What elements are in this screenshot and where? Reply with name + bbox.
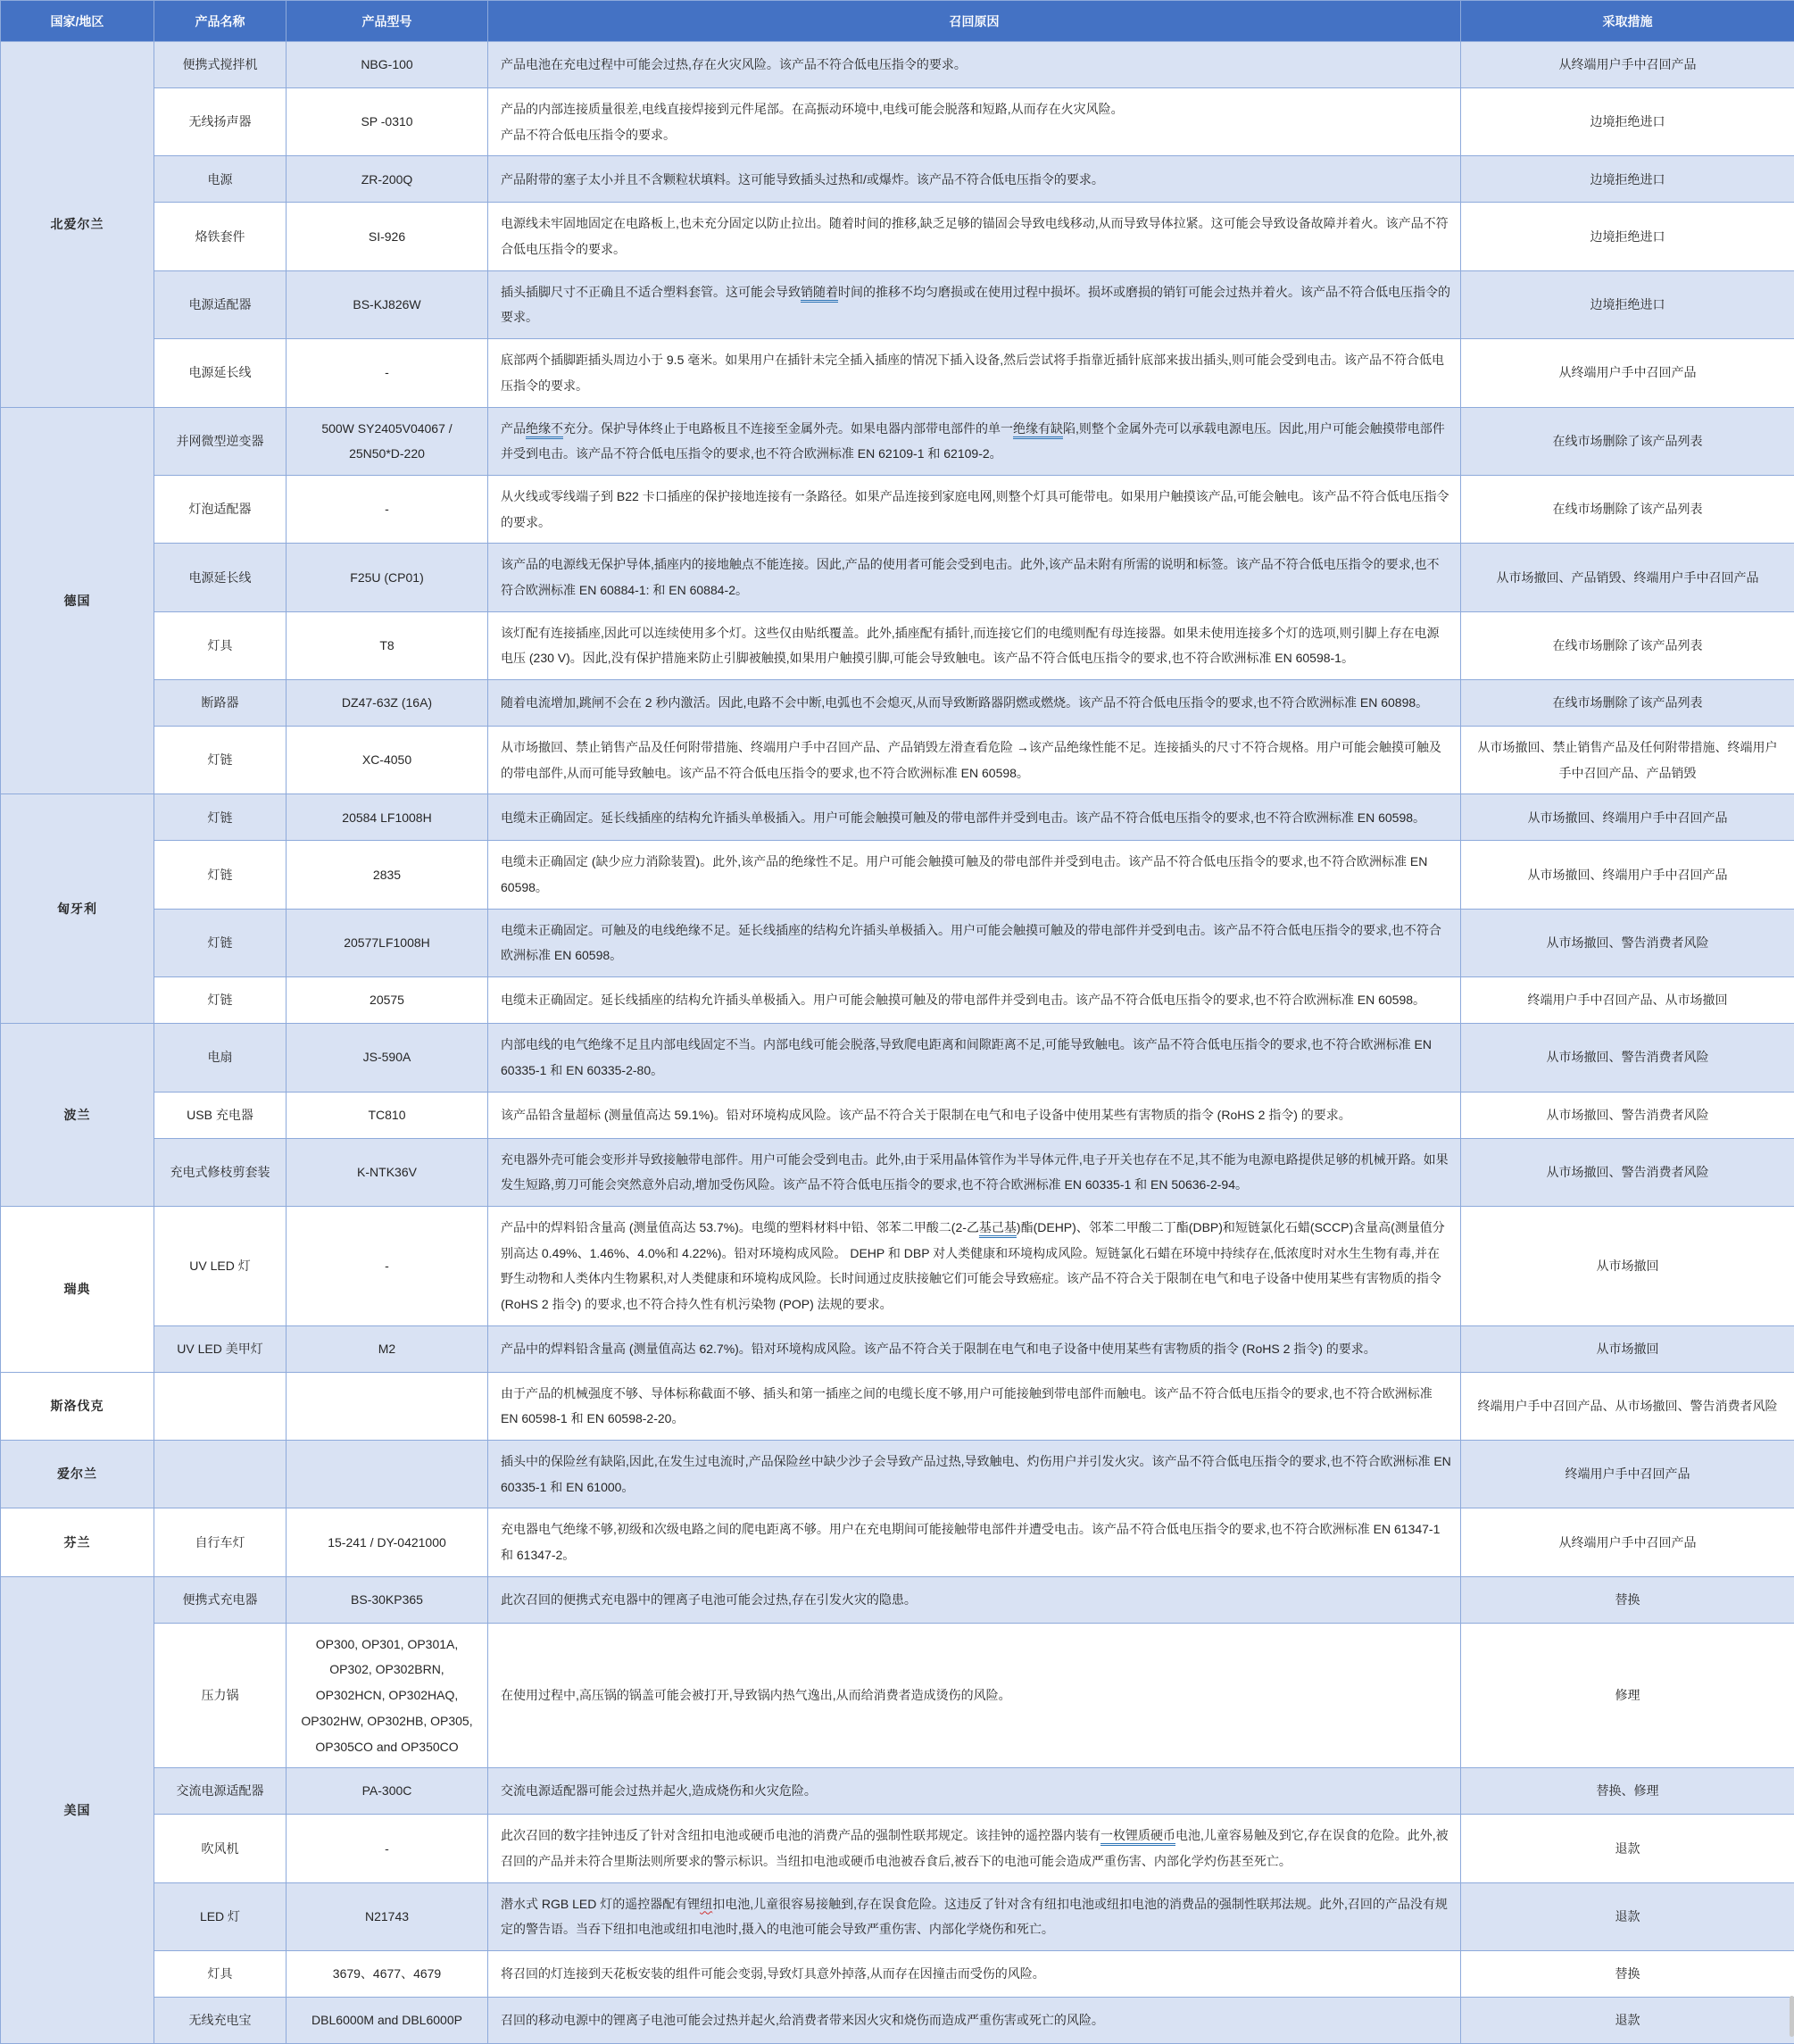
cell-recall-reason: 插头中的保险丝有缺陷,因此,在发生过电流时,产品保险丝中缺少沙子会导致产品过热,导致触电、灼伤用户并引发火灾。该产品不符合低电压指令的要求,也不符合欧洲标准 EN 60335-1 和 EN 61000。 <box>488 1441 1461 1508</box>
cell-product-name: 电源 <box>154 156 287 203</box>
table-row <box>1 270 1794 338</box>
cell-product-model: DBL6000M and DBL6000P <box>287 1997 488 2043</box>
cell-product-name: 灯泡适配器 <box>154 475 287 543</box>
cell-product-name: 断路器 <box>154 680 287 727</box>
table-row <box>1 544 1794 611</box>
cell-recall-reason: 交流电源适配器可能会过热并起火,造成烧伤和火灾危险。 <box>488 1768 1461 1815</box>
cell-product-model <box>287 1441 488 1508</box>
cell-country: 北爱尔兰 <box>1 42 154 408</box>
cell-product-name: 电源延长线 <box>154 339 287 407</box>
cell-recall-reason: 该产品铅含量超标 (测量值高达 59.1%)。铅对环境构成风险。该产品不符合关于限制在电气和电子设备中使用某些有害物质的指令 (RoHS 2 指令) 的要求。 <box>488 1092 1461 1138</box>
cell-action: 边境拒绝进口 <box>1461 270 1794 338</box>
cell-action: 替换 <box>1461 1950 1794 1997</box>
cell-product-name: 灯具 <box>154 1950 287 1997</box>
cell-recall-reason: 电源线未牢固地固定在电路板上,也未充分固定以防止拉出。随着时间的推移,缺乏足够的锚固会导致电线移动,从而导致导体拉紧。这可能会导致设备故障并着火。该产品不符合低电压指令的要求。 <box>488 203 1461 270</box>
cell-product-model: - <box>287 475 488 543</box>
table-row <box>1 727 1794 794</box>
cell-product-name: 无线充电宝 <box>154 1997 287 2043</box>
cell-product-model: BS-30KP365 <box>287 1576 488 1623</box>
table-row <box>1 1508 1794 1576</box>
cell-product-model: SP -0310 <box>287 88 488 156</box>
cell-recall-reason: 内部电线的电气绝缘不足且内部电线固定不当。内部电线可能会脱落,导致爬电距离和间隙距离不足,可能导致触电。该产品不符合低电压指令的要求,也不符合欧洲标准 EN 60335-1 和 EN 60335-2-80。 <box>488 1024 1461 1092</box>
cell-product-model: 15-241 / DY-0421000 <box>287 1508 488 1576</box>
table-body <box>1 42 1794 2044</box>
cell-action: 在线市场删除了该产品列表 <box>1461 475 1794 543</box>
cell-recall-reason: 电缆未正确固定。延长线插座的结构允许插头单极插入。用户可能会触摸可触及的带电部件并受到电击。该产品不符合低电压指令的要求,也不符合欧洲标准 EN 60598。 <box>488 977 1461 1024</box>
table-row <box>1 407 1794 475</box>
cell-action: 边境拒绝进口 <box>1461 88 1794 156</box>
cell-action: 在线市场删除了该产品列表 <box>1461 407 1794 475</box>
cell-action: 修理 <box>1461 1623 1794 1767</box>
cell-recall-reason: 电缆未正确固定 (缺少应力消除装置)。此外,该产品的绝缘性不足。用户可能会触摸可触及的带电部件并受到电击。该产品不符合低电压指令的要求,也不符合欧洲标准 EN 60598。 <box>488 841 1461 909</box>
cell-action: 替换 <box>1461 1576 1794 1623</box>
cell-action: 从终端用户手中召回产品 <box>1461 339 1794 407</box>
cell-country: 匈牙利 <box>1 794 154 1024</box>
cell-recall-reason: 产品电池在充电过程中可能会过热,存在火灾风险。该产品不符合低电压指令的要求。 <box>488 42 1461 88</box>
cell-product-model: T8 <box>287 611 488 679</box>
cell-action: 从市场撤回、禁止销售产品及任何附带措施、终端用户手中召回产品、产品销毁 <box>1461 727 1794 794</box>
table-row <box>1 1206 1794 1325</box>
cell-product-name: 便携式充电器 <box>154 1576 287 1623</box>
cell-product-name: UV LED 美甲灯 <box>154 1325 287 1372</box>
cell-recall-reason: 产品中的焊料铅含量高 (测量值高达 62.7%)。铅对环境构成风险。该产品不符合关于限制在电气和电子设备中使用某些有害物质的指令 (RoHS 2 指令) 的要求。 <box>488 1325 1461 1372</box>
cell-action: 在线市场删除了该产品列表 <box>1461 611 1794 679</box>
table-row <box>1 841 1794 909</box>
grammar-mark: 基己基 <box>979 1220 1017 1234</box>
cell-product-name: UV LED 灯 <box>154 1206 287 1325</box>
cell-product-name: 电源延长线 <box>154 544 287 611</box>
cell-product-name: 灯具 <box>154 611 287 679</box>
cell-product-name: 灯链 <box>154 727 287 794</box>
table-row <box>1 1950 1794 1997</box>
col-header-product-model: 产品型号 <box>287 1 488 42</box>
cell-product-name: 便携式搅拌机 <box>154 42 287 88</box>
cell-action: 从终端用户手中召回产品 <box>1461 42 1794 88</box>
table-row <box>1 1768 1794 1815</box>
col-header-product-name: 产品名称 <box>154 1 287 42</box>
cell-product-model: TC810 <box>287 1092 488 1138</box>
cell-action: 从市场撤回、警告消费者风险 <box>1461 909 1794 976</box>
grammar-mark: 销随着 <box>801 285 838 299</box>
cell-action: 从市场撤回、产品销毁、终端用户手中召回产品 <box>1461 544 1794 611</box>
table-row <box>1 42 1794 88</box>
cell-recall-reason: 电缆未正确固定。可触及的电线绝缘不足。延长线插座的结构允许插头单极插入。用户可能会触摸可触及的带电部件并受到电击。该产品不符合低电压指令的要求,也不符合欧洲标准 EN 60598。 <box>488 909 1461 976</box>
col-header-recall-reason: 召回原因 <box>488 1 1461 42</box>
cell-action: 从终端用户手中召回产品 <box>1461 1508 1794 1576</box>
cell-recall-reason: 充电器外壳可能会变形并导致接触带电部件。用户可能会受到电击。此外,由于采用晶体管作为半导体元件,电子开关也存在不足,其不能为电源电路提供足够的机械开路。如果发生短路,剪刀可能会突然意外启动,增加受伤风险。该产品不符合低电压指令的要求,也不符合欧洲标准 EN 60335-1 和 EN 50636-2-94。 <box>488 1138 1461 1206</box>
cell-recall-reason: 潜水式 RGB LED 灯的遥控器配有锂纽扣电池,儿童很容易接触到,存在误食危险。这违反了针对含有纽扣电池或纽扣电池的消费品的强制性联邦法规。此外,召回的产品没有规定的警告语。当吞下纽扣电池或纽扣电池时,摄入的电池可能会导致严重伤害、内部化学烧伤和死亡。 <box>488 1882 1461 1950</box>
cell-product-model: DZ47-63Z (16A) <box>287 680 488 727</box>
grammar-mark: 一枚锂质硬币 <box>1100 1828 1175 1842</box>
cell-country: 爱尔兰 <box>1 1441 154 1508</box>
table-row <box>1 1623 1794 1767</box>
cell-product-name: 无线扬声器 <box>154 88 287 156</box>
cell-product-model: OP300, OP301, OP301A, OP302, OP302BRN, OP302HCN, OP302HAQ, OP302HW, OP302HB, OP305, OP305CO and OP350CO <box>287 1623 488 1767</box>
cell-recall-reason: 由于产品的机械强度不够、导体标称截面不够、插头和第一插座之间的电缆长度不够,用户可能接触到带电部件而触电。该产品不符合低电压指令的要求,也不符合欧洲标准 EN 60598-1 和 EN 60598-2-20。 <box>488 1372 1461 1440</box>
cell-recall-reason: 产品绝缘不充分。保护导体终止于电路板且不连接至金属外壳。如果电器内部带电部件的单一绝缘有缺陷,则整个金属外壳可以承载电源电压。因此,用户可能会触摸带电部件并受到电击。该产品不符合低电压指令的要求,也不符合欧洲标准 EN 62109-1 和 62109-2。 <box>488 407 1461 475</box>
cell-product-model: F25U (CP01) <box>287 544 488 611</box>
cell-product-name: 充电式修枝剪套装 <box>154 1138 287 1206</box>
table-row <box>1 680 1794 727</box>
cell-product-name: 吹风机 <box>154 1815 287 1882</box>
table-row <box>1 88 1794 156</box>
cell-recall-reason: 将召回的灯连接到天花板安装的组件可能会变弱,导致灯具意外掉落,从而存在因撞击而受伤的风险。 <box>488 1950 1461 1997</box>
table-row <box>1 475 1794 543</box>
cell-action: 退款 <box>1461 1815 1794 1882</box>
cell-action: 从市场撤回、警告消费者风险 <box>1461 1138 1794 1206</box>
cell-product-model: 2835 <box>287 841 488 909</box>
table-row <box>1 1441 1794 1508</box>
cell-country: 斯洛伐克 <box>1 1372 154 1440</box>
cell-product-name: 灯链 <box>154 841 287 909</box>
table-row <box>1 339 1794 407</box>
cell-recall-reason: 产品中的焊料铅含量高 (测量值高达 53.7%)。电缆的塑料材料中铅、邻苯二甲酸二(2-乙基己基)酯(DEHP)、邻苯二甲酸二丁酯(DBP)和短链氯化石蜡(SCCP)含量高(测量值分别高达 0.49%、1.46%、4.0%和 4.22%)。铅对环境构成风险。 DEHP 和 DBP 对人类健康和环境构成风险。短链氯化石蜡在环境中持续存在,低浓度时对水生生物有毒,并在野生动物和人类体内生物累积,对人类健康和环境构成风险。长时间通过皮肤接触它们可能会导致癌症。该产品不符合关于限制在电气和电子设备中使用某些有害物质的指令 (RoHS 2 指令) 的要求,也不符合持久性有机污染物 (POP) 法规的要求。 <box>488 1206 1461 1325</box>
table-row <box>1 1024 1794 1092</box>
cell-recall-reason: 充电器电气绝缘不够,初级和次级电路之间的爬电距离不够。用户在充电期间可能接触带电部件并遭受电击。该产品不符合低电压指令的要求,也不符合欧洲标准 EN 61347-1 和 61347-2。 <box>488 1508 1461 1576</box>
cell-action: 从市场撤回、警告消费者风险 <box>1461 1092 1794 1138</box>
cell-product-model: - <box>287 1815 488 1882</box>
cell-country: 美国 <box>1 1576 154 2043</box>
table-row <box>1 909 1794 976</box>
table-header <box>1 1 1794 42</box>
table-row <box>1 203 1794 270</box>
cell-product-name: 灯链 <box>154 909 287 976</box>
cell-product-name: 烙铁套件 <box>154 203 287 270</box>
table-row <box>1 1372 1794 1440</box>
cell-product-model: 20577LF1008H <box>287 909 488 976</box>
scrollbar[interactable] <box>1790 1996 1794 2037</box>
table-row <box>1 1138 1794 1206</box>
cell-recall-reason: 此次召回的数字挂钟违反了针对含纽扣电池或硬币电池的消费产品的强制性联邦规定。该挂钟的遥控器内装有一枚锂质硬币电池,儿童容易触及到它,存在误食的危险。此外,被召回的产品并未符合里斯法则所要求的警示标识。当纽扣电池或硬币电池被吞食后,被吞下的电池可能会造成严重伤害、内部化学灼伤甚至死亡。 <box>488 1815 1461 1882</box>
cell-product-model: XC-4050 <box>287 727 488 794</box>
cell-product-model: ZR-200Q <box>287 156 488 203</box>
cell-recall-reason: 产品的内部连接质量很差,电线直接焊接到元件尾部。在高振动环境中,电线可能会脱落和短路,从而存在火灾风险。 产品不符合低电压指令的要求。 <box>488 88 1461 156</box>
cell-recall-reason: 此次召回的便携式充电器中的锂离子电池可能会过热,存在引发火灾的隐患。 <box>488 1576 1461 1623</box>
cell-product-name: LED 灯 <box>154 1882 287 1950</box>
cell-recall-reason: 从火线或零线端子到 B22 卡口插座的保护接地连接有一条路径。如果产品连接到家庭电网,则整个灯具可能带电。如果用户触摸该产品,可能会触电。该产品不符合低电压指令的要求。 <box>488 475 1461 543</box>
grammar-mark: 纽 <box>700 1897 712 1911</box>
cell-action: 替换、修理 <box>1461 1768 1794 1815</box>
cell-product-name: 交流电源适配器 <box>154 1768 287 1815</box>
cell-product-model: - <box>287 339 488 407</box>
cell-product-model: NBG-100 <box>287 42 488 88</box>
cell-product-model: BS-KJ826W <box>287 270 488 338</box>
col-header-country: 国家/地区 <box>1 1 154 42</box>
table-row <box>1 1325 1794 1372</box>
cell-recall-reason: 该灯配有连接插座,因此可以连续使用多个灯。这些仅由贴纸覆盖。此外,插座配有插针,而连接它们的电缆则配有母连接器。如果未使用连接多个灯的选项,则引脚上存在电源电压 (230 V)。因此,没有保护措施来防止引脚被触摸,如果用户触摸引脚,可能会导致触电。该产品不符合低电压指令的要求,也不符合欧洲标准 EN 60598-1。 <box>488 611 1461 679</box>
table-row <box>1 611 1794 679</box>
cell-product-name <box>154 1441 287 1508</box>
table-row <box>1 1092 1794 1138</box>
grammar-mark: 绝缘有缺 <box>1013 421 1063 436</box>
cell-product-name: 自行车灯 <box>154 1508 287 1576</box>
cell-product-model: 20584 LF1008H <box>287 794 488 841</box>
cell-product-model: K-NTK36V <box>287 1138 488 1206</box>
cell-product-model: M2 <box>287 1325 488 1372</box>
cell-action: 在线市场删除了该产品列表 <box>1461 680 1794 727</box>
cell-action: 从市场撤回、终端用户手中召回产品 <box>1461 794 1794 841</box>
table-row <box>1 1997 1794 2043</box>
cell-product-model <box>287 1372 488 1440</box>
cell-recall-reason: 底部两个插脚距插头周边小于 9.5 毫米。如果用户在插针未完全插入插座的情况下插入设备,然后尝试将手指靠近插针底部来拔出插头,则可能会受到电击。该产品不符合低电压指令的要求。 <box>488 339 1461 407</box>
cell-recall-reason: 该产品的电源线无保护导体,插座内的接地触点不能连接。因此,产品的使用者可能会受到电击。此外,该产品未附有所需的说明和标签。该产品不符合低电压指令的要求,也不符合欧洲标准 EN 60884-1: 和 EN 60884-2。 <box>488 544 1461 611</box>
cell-action: 终端用户手中召回产品、从市场撤回、警告消费者风险 <box>1461 1372 1794 1440</box>
table-row <box>1 977 1794 1024</box>
cell-action: 终端用户手中召回产品 <box>1461 1441 1794 1508</box>
cell-action: 从市场撤回、警告消费者风险 <box>1461 1024 1794 1092</box>
cell-action: 退款 <box>1461 1882 1794 1950</box>
table-row <box>1 1815 1794 1882</box>
cell-action: 从市场撤回、终端用户手中召回产品 <box>1461 841 1794 909</box>
cell-action: 边境拒绝进口 <box>1461 203 1794 270</box>
cell-product-name: USB 充电器 <box>154 1092 287 1138</box>
header-row <box>1 1 1794 42</box>
cell-product-model: 3679、4677、4679 <box>287 1950 488 1997</box>
cell-product-model: - <box>287 1206 488 1325</box>
cell-product-model: 20575 <box>287 977 488 1024</box>
cell-country: 波兰 <box>1 1024 154 1207</box>
cell-recall-reason: 随着电流增加,跳闸不会在 2 秒内激活。因此,电路不会中断,电弧也不会熄灭,从而导致断路器阴燃或燃烧。该产品不符合低电压指令的要求,也不符合欧洲标准 EN 60898。 <box>488 680 1461 727</box>
cell-product-name: 压力锅 <box>154 1623 287 1767</box>
cell-recall-reason: 召回的移动电源中的锂离子电池可能会过热并起火,给消费者带来因火灾和烧伤而造成严重伤害或死亡的风险。 <box>488 1997 1461 2043</box>
cell-country: 芬兰 <box>1 1508 154 1576</box>
cell-country: 德国 <box>1 407 154 794</box>
cell-product-model: JS-590A <box>287 1024 488 1092</box>
cell-product-name: 并网微型逆变器 <box>154 407 287 475</box>
cell-recall-reason: 产品附带的塞子太小并且不含颗粒状填料。这可能导致插头过热和/或爆炸。该产品不符合低电压指令的要求。 <box>488 156 1461 203</box>
table-row <box>1 156 1794 203</box>
cell-product-model: 500W SY2405V04067 / 25N50*D-220 <box>287 407 488 475</box>
cell-action: 从市场撤回 <box>1461 1325 1794 1372</box>
cell-recall-reason: 电缆未正确固定。延长线插座的结构允许插头单极插入。用户可能会触摸可触及的带电部件并受到电击。该产品不符合低电压指令的要求,也不符合欧洲标准 EN 60598。 <box>488 794 1461 841</box>
cell-country: 瑞典 <box>1 1206 154 1372</box>
col-header-action: 采取措施 <box>1461 1 1794 42</box>
cell-product-model: SI-926 <box>287 203 488 270</box>
cell-product-name <box>154 1372 287 1440</box>
table-row <box>1 1576 1794 1623</box>
cell-recall-reason: 插头插脚尺寸不正确且不适合塑料套管。这可能会导致销随着时间的推移不均匀磨损或在使用过程中损坏。损坏或磨损的销钉可能会过热并着火。该产品不符合低电压指令的要求。 <box>488 270 1461 338</box>
cell-recall-reason: 在使用过程中,高压锅的锅盖可能会被打开,导致锅内热气逸出,从而给消费者造成烫伤的风险。 <box>488 1623 1461 1767</box>
cell-product-name: 电扇 <box>154 1024 287 1092</box>
table-row <box>1 794 1794 841</box>
cell-product-model: N21743 <box>287 1882 488 1950</box>
cell-recall-reason: 从市场撤回、禁止销售产品及任何附带措施、终端用户手中召回产品、产品销毁左滑查看危险 →该产品绝缘性能不足。连接插头的尺寸不符合规格。用户可能会触摸可触及的带电部件,从而可能导致触电。该产品不符合低电压指令的要求,也不符合欧洲标准 EN 60598。 <box>488 727 1461 794</box>
cell-action: 退款 <box>1461 1997 1794 2043</box>
cell-action: 从市场撤回 <box>1461 1206 1794 1325</box>
table-row <box>1 1882 1794 1950</box>
cell-action: 边境拒绝进口 <box>1461 156 1794 203</box>
cell-product-name: 灯链 <box>154 977 287 1024</box>
cell-action: 终端用户手中召回产品、从市场撤回 <box>1461 977 1794 1024</box>
grammar-mark: 绝缘不 <box>526 421 563 436</box>
cell-product-name: 灯链 <box>154 794 287 841</box>
cell-product-model: PA-300C <box>287 1768 488 1815</box>
cell-product-name: 电源适配器 <box>154 270 287 338</box>
